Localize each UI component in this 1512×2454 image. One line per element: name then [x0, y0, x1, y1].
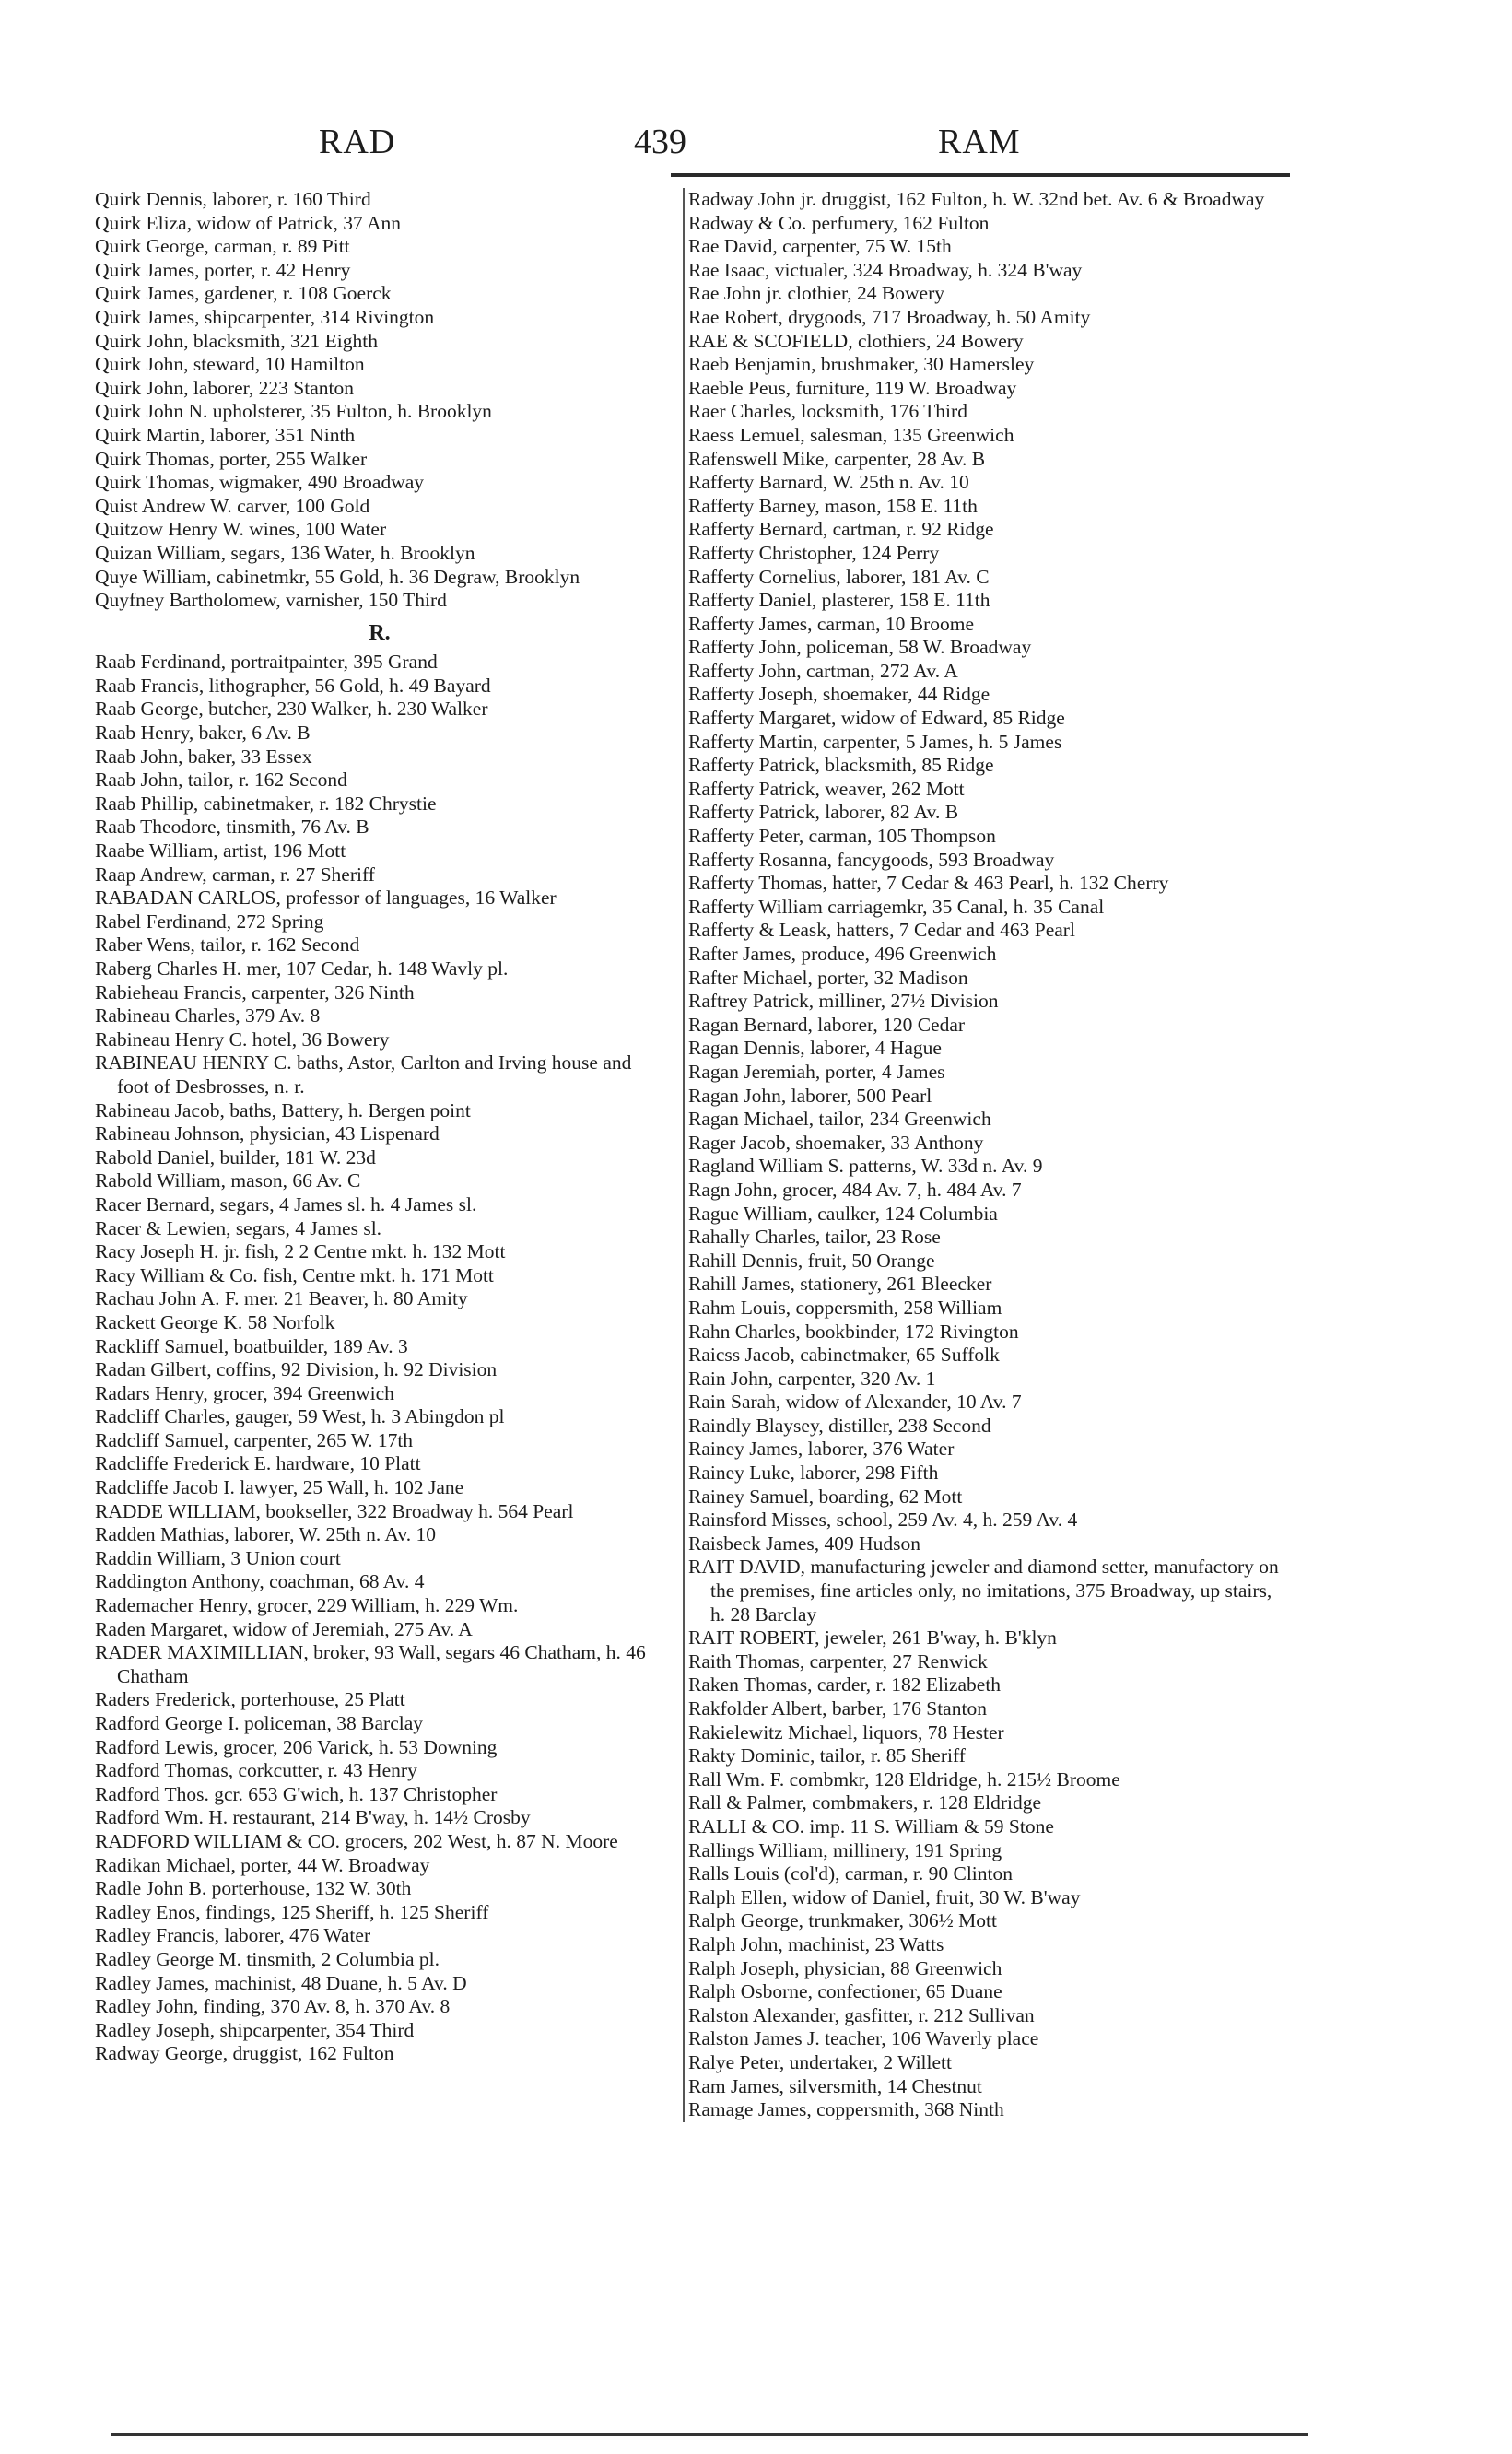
directory-entry: Rahn Charles, bookbinder, 172 Rivington [688, 1320, 1019, 1343]
directory-entry: Rackliff Samuel, boatbuilder, 189 Av. 3 [95, 1334, 408, 1357]
directory-entry: Ralph Osborne, confectioner, 65 Duane [688, 1980, 1002, 2003]
directory-entry: Quirk James, shipcarpenter, 314 Rivington [95, 305, 435, 328]
directory-entry: Quirk John, laborer, 223 Stanton [95, 376, 354, 399]
directory-entry: Radcliffe Frederick E. hardware, 10 Platt [95, 1452, 421, 1475]
directory-entry: RADER MAXIMILLIAN, broker, 93 Wall, segars 46 Chatham, h. 46 Chatham [95, 1641, 646, 1687]
directory-entry: Ram James, silversmith, 14 Chestnut [688, 2074, 982, 2097]
right-column [683, 188, 1285, 2122]
directory-entry: Rafenswell Mike, carpenter, 28 Av. B [688, 447, 986, 470]
directory-entry: Raab George, butcher, 230 Walker, h. 230 Walker [95, 698, 488, 721]
directory-entry: Rafferty John, cartman, 272 Av. A [688, 659, 958, 682]
directory-entry: Quirk George, carman, r. 89 Pitt [95, 235, 350, 258]
right-guide-word: RAM [938, 123, 1021, 161]
directory-entry: Rademacher Henry, grocer, 229 William, h. 229 Wm. [95, 1594, 519, 1617]
directory-entry: Radford Thos. gcr. 653 G'wich, h. 137 Christopher [95, 1782, 498, 1805]
directory-entry: Rabineau Henry C. hotel, 36 Bowery [95, 1027, 390, 1051]
directory-entry: Ragland William S. patterns, W. 33d n. Av. 9 [688, 1155, 1043, 1178]
directory-entry: Raken Thomas, carder, r. 182 Elizabeth [688, 1673, 1002, 1697]
directory-entry: Raindly Blaysey, distiller, 238 Second [688, 1414, 991, 1437]
directory-entry: Rafferty Patrick, laborer, 82 Av. B [688, 801, 959, 824]
directory-entry: Radway & Co. perfumery, 162 Fulton [688, 211, 990, 234]
directory-entry: Raab Francis, lithographer, 56 Gold, h. 49 Bayard [95, 674, 491, 697]
directory-entry: Radley Francis, laborer, 476 Water [95, 1924, 371, 1947]
directory-entry: Radford Wm. H. restaurant, 214 B'way, h. 14½ Crosby [95, 1806, 531, 1829]
page-number: 439 [634, 123, 686, 161]
directory-entry: Quitzow Henry W. wines, 100 Water [95, 518, 387, 541]
directory-entry: Rabineau Jacob, baths, Battery, h. Bergen point [95, 1098, 471, 1121]
directory-entry: Raftrey Patrick, milliner, 27½ Division [688, 990, 999, 1013]
directory-entry: Rall & Palmer, combmakers, r. 128 Eldridge [688, 1791, 1042, 1814]
directory-entry: Quirk John N. upholsterer, 35 Fulton, h. Brooklyn [95, 400, 492, 423]
directory-entry: Quyfney Bartholomew, varnisher, 150 Third [95, 589, 447, 612]
directory-entry: Quirk Martin, laborer, 351 Ninth [95, 423, 356, 446]
directory-entry: Raess Lemuel, salesman, 135 Greenwich [688, 423, 1014, 446]
directory-entry: Radley James, machinist, 48 Duane, h. 5 Av. D [95, 1971, 467, 1994]
directory-entry: Radford Lewis, grocer, 206 Varick, h. 53 Downing [95, 1735, 498, 1758]
directory-entry: RAIT DAVID, manufacturing jeweler and diamond setter, manufactory on the premises, fine articles only, no imitations, 375 Broadway, up stairs, h. 28 Barclay [688, 1556, 1279, 1626]
directory-entry: Quirk Dennis, laborer, r. 160 Third [95, 188, 371, 210]
directory-entry: Racer Bernard, segars, 4 James sl. h. 4 James sl. [95, 1192, 477, 1215]
directory-entry: Rafter James, produce, 496 Greenwich [688, 943, 997, 965]
directory-entry: Rafferty John, policeman, 58 W. Broadway [688, 636, 1032, 659]
directory-entry: Racy Joseph H. jr. fish, 2 2 Centre mkt. h. 132 Mott [95, 1240, 506, 1263]
directory-entry: Rafferty Barnard, W. 25th n. Av. 10 [688, 471, 969, 494]
directory-entry: Raddin William, 3 Union court [95, 1546, 341, 1569]
directory-entry: Quizan William, segars, 136 Water, h. Brooklyn [95, 541, 475, 564]
directory-entry: Radars Henry, grocer, 394 Greenwich [95, 1381, 394, 1404]
left-guide-word: RAD [319, 123, 396, 161]
directory-entry: Radle John B. porterhouse, 132 W. 30th [95, 1877, 412, 1900]
directory-entry: Radcliffe Jacob I. lawyer, 25 Wall, h. 102 Jane [95, 1476, 464, 1499]
directory-entry: Rabold Daniel, builder, 181 W. 23d [95, 1145, 376, 1168]
directory-entry: Rae David, carpenter, 75 W. 15th [688, 235, 952, 258]
directory-entry: Quirk Eliza, widow of Patrick, 37 Ann [95, 211, 402, 234]
directory-entry: Radley Enos, findings, 125 Sheriff, h. 125 Sheriff [95, 1900, 489, 1923]
directory-entry: Ragan Michael, tailor, 234 Greenwich [688, 1108, 991, 1131]
directory-entry: Raders Frederick, porterhouse, 25 Platt [95, 1688, 405, 1711]
directory-entry: Rafferty Peter, carman, 105 Thompson [688, 825, 996, 848]
directory-entry: Rafferty Barney, mason, 158 E. 11th [688, 494, 978, 517]
directory-entry: Radway George, druggist, 162 Fulton [95, 2042, 394, 2065]
directory-entry: Ramage James, coppersmith, 368 Ninth [688, 2098, 1004, 2121]
directory-entry: Rahill James, stationery, 261 Bleecker [688, 1273, 992, 1296]
directory-entry: Ragan Jeremiah, porter, 4 James [688, 1060, 945, 1083]
directory-entry: Radikan Michael, porter, 44 W. Broadway [95, 1853, 430, 1876]
directory-entry: RABADAN CARLOS, professor of languages, 16 Walker [95, 886, 557, 910]
directory-entry: Rafferty Patrick, blacksmith, 85 Ridge [688, 754, 994, 777]
directory-entry: Rabineau Johnson, physician, 43 Lispenard [95, 1122, 440, 1145]
directory-entry: Radcliff Samuel, carpenter, 265 W. 17th [95, 1428, 414, 1451]
directory-entry: Rabineau Charles, 379 Av. 8 [95, 1004, 321, 1027]
directory-entry: Rae John jr. clothier, 24 Bowery [688, 282, 944, 305]
directory-entry: Rainey James, laborer, 376 Water [688, 1438, 955, 1461]
directory-entry: Rager Jacob, shoemaker, 33 Anthony [688, 1131, 984, 1154]
directory-entry: RABINEAU HENRY C. baths, Astor, Carlton and Irving house and foot of Desbrosses, n. r. [95, 1051, 632, 1098]
directory-entry: Raisbeck James, 409 Hudson [688, 1532, 920, 1555]
directory-entry: Ralph George, trunkmaker, 306½ Mott [688, 1909, 997, 1932]
directory-entry: Radford Thomas, corkcutter, r. 43 Henry [95, 1759, 417, 1782]
directory-entry: Radford George I. policeman, 38 Barclay [95, 1712, 424, 1734]
directory-entry: Rakty Dominic, tailor, r. 85 Sheriff [688, 1744, 966, 1767]
directory-entry: Raab John, baker, 33 Essex [95, 745, 312, 768]
directory-entry: Raer Charles, locksmith, 176 Third [688, 400, 967, 423]
directory-entry: Rainsford Misses, school, 259 Av. 4, h. 259 Av. 4 [688, 1509, 1078, 1532]
directory-entry: Radley Joseph, shipcarpenter, 354 Third [95, 2018, 415, 2041]
directory-entry: Rakielewitz Michael, liquors, 78 Hester [688, 1720, 1004, 1744]
section-heading: R. [369, 620, 391, 645]
directory-entry: Rafferty Joseph, shoemaker, 44 Ridge [688, 683, 990, 706]
directory-entry: Rafferty Patrick, weaver, 262 Mott [688, 777, 965, 800]
directory-entry: Ralston James J. teacher, 106 Waverly place [688, 2027, 1039, 2050]
directory-entry: RADDE WILLIAM, bookseller, 322 Broadway h. 564 Pearl [95, 1499, 574, 1522]
directory-entry: Ragan Dennis, laborer, 4 Hague [688, 1037, 942, 1060]
directory-entry: Rahm Louis, coppersmith, 258 William [688, 1296, 1002, 1319]
directory-entry: Rafferty & Leask, hatters, 7 Cedar and 463 Pearl [688, 919, 1075, 942]
directory-entry: Radden Mathias, laborer, W. 25th n. Av. 10 [95, 1523, 436, 1546]
directory-entry: Rain Sarah, widow of Alexander, 10 Av. 7 [688, 1391, 1022, 1414]
directory-entry: Rafferty Bernard, cartman, r. 92 Ridge [688, 518, 994, 541]
directory-entry: Rachau John A. F. mer. 21 Beaver, h. 80 Amity [95, 1287, 468, 1310]
directory-entry: Rafferty Christopher, 124 Perry [688, 541, 940, 564]
directory-entry: Rainey Samuel, boarding, 62 Mott [688, 1485, 963, 1508]
directory-entry: Quirk Thomas, wigmaker, 490 Broadway [95, 471, 425, 494]
directory-entry: Raeb Benjamin, brushmaker, 30 Hamersley [688, 353, 1035, 376]
directory-entry: Rain John, carpenter, 320 Av. 1 [688, 1367, 936, 1390]
directory-entry: Radan Gilbert, coffins, 92 Division, h. 92 Division [95, 1358, 498, 1381]
directory-entry: RALLI & CO. imp. 11 S. William & 59 Stone [688, 1814, 1054, 1838]
directory-entry: Rafferty James, carman, 10 Broome [688, 612, 975, 635]
directory-entry: Raabe William, artist, 196 Mott [95, 840, 346, 863]
directory-entry: Rakfolder Albert, barber, 176 Stanton [688, 1697, 987, 1720]
directory-entry: Rague William, caulker, 124 Columbia [688, 1202, 998, 1225]
directory-entry: Rafferty Daniel, plasterer, 158 E. 11th [688, 589, 990, 612]
directory-entry: Rafferty Rosanna, fancygoods, 593 Broadway [688, 848, 1055, 871]
directory-entry: Radley George M. tinsmith, 2 Columbia pl. [95, 1947, 440, 1970]
directory-entry: Rafferty Cornelius, laborer, 181 Av. C [688, 565, 990, 588]
directory-entry: Rahally Charles, tailor, 23 Rose [688, 1226, 941, 1249]
directory-entry: Rallings William, millinery, 191 Spring [688, 1838, 1002, 1861]
directory-entry: Ralls Louis (col'd), carman, r. 90 Clinton [688, 1862, 1013, 1885]
directory-entry: RAIT ROBERT, jeweler, 261 B'way, h. B'klyn [688, 1626, 1057, 1650]
directory-entry: Raap Andrew, carman, r. 27 Sheriff [95, 863, 375, 886]
directory-entry: Raberg Charles H. mer, 107 Cedar, h. 148 Wavly pl. [95, 957, 509, 980]
directory-entry: Radway John jr. druggist, 162 Fulton, h. W. 32nd bet. Av. 6 & Broadway [688, 188, 1265, 210]
directory-entry: Racer & Lewien, segars, 4 James sl. [95, 1216, 382, 1239]
directory-entry: Raab Henry, baker, 6 Av. B [95, 722, 311, 745]
directory-entry: Racy William & Co. fish, Centre mkt. h. 171 Mott [95, 1263, 494, 1286]
directory-entry: Rabel Ferdinand, 272 Spring [95, 910, 324, 933]
directory-entry: Ragan Bernard, laborer, 120 Cedar [688, 1013, 966, 1036]
directory-entry: Ragan John, laborer, 500 Pearl [688, 1084, 932, 1107]
directory-entry: RAE & SCOFIELD, clothiers, 24 Bowery [688, 329, 1024, 352]
directory-entry: Rafferty Margaret, widow of Edward, 85 Ridge [688, 707, 1065, 730]
directory-entry: Rafter Michael, porter, 32 Madison [688, 966, 968, 989]
directory-entry: Radcliff Charles, gauger, 59 West, h. 3 Abingdon pl [95, 1405, 505, 1428]
directory-entry: Raeble Peus, furniture, 119 W. Broadway [688, 376, 1017, 399]
directory-entry: Radley John, finding, 370 Av. 8, h. 370 Av. 8 [95, 1995, 451, 2018]
directory-entry: Rainey Luke, laborer, 298 Fifth [688, 1462, 939, 1485]
directory-entry: Quist Andrew W. carver, 100 Gold [95, 494, 370, 517]
directory-entry: Rall Wm. F. combmkr, 128 Eldridge, h. 215½ Broome [688, 1767, 1120, 1791]
directory-entry: Quye William, cabinetmkr, 55 Gold, h. 36 Degraw, Brooklyn [95, 565, 580, 588]
directory-entry: Raicss Jacob, cabinetmaker, 65 Suffolk [688, 1344, 1000, 1367]
directory-entry: Quirk John, steward, 10 Hamilton [95, 353, 365, 376]
directory-entry: Rahill Dennis, fruit, 50 Orange [688, 1249, 935, 1272]
directory-entry: Rafferty Martin, carpenter, 5 James, h. 5 James [688, 730, 1062, 753]
directory-entry: Raab Theodore, tinsmith, 76 Av. B [95, 816, 369, 839]
directory-entry: Quirk John, blacksmith, 321 Eighth [95, 329, 378, 352]
directory-entry: Rackett George K. 58 Norfolk [95, 1310, 335, 1333]
directory-entry: Rae Isaac, victualer, 324 Broadway, h. 324 B'way [688, 258, 1083, 281]
directory-entry: Ralph Joseph, physician, 88 Greenwich [688, 1956, 1002, 1979]
directory-entry: Rabieheau Francis, carpenter, 326 Ninth [95, 980, 415, 1004]
directory-entry: Rabold William, mason, 66 Av. C [95, 1169, 361, 1192]
directory-entry: Ralph John, machinist, 23 Watts [688, 1932, 944, 1955]
directory-entry: RADFORD WILLIAM & CO. grocers, 202 West, h. 87 N. Moore [95, 1829, 618, 1852]
directory-entry: Raab John, tailor, r. 162 Second [95, 769, 347, 792]
left-column [95, 188, 664, 2066]
directory-entry: Raab Ferdinand, portraitpainter, 395 Grand [95, 651, 438, 674]
directory-entry: Raddington Anthony, coachman, 68 Av. 4 [95, 1570, 425, 1593]
directory-entry: Rafferty William carriagemkr, 35 Canal, h. 35 Canal [688, 895, 1105, 918]
directory-entry: Quirk James, gardener, r. 108 Goerck [95, 282, 392, 305]
directory-entry: Quirk Thomas, porter, 255 Walker [95, 447, 368, 470]
directory-entry: Raab Phillip, cabinetmaker, r. 182 Chrystie [95, 792, 437, 815]
directory-entry: Rae Robert, drygoods, 717 Broadway, h. 50 Amity [688, 305, 1091, 328]
directory-entry: Ralston Alexander, gasfitter, r. 212 Sullivan [688, 2003, 1035, 2026]
directory-entry: Ralph Ellen, widow of Daniel, fruit, 30 W. B'way [688, 1885, 1081, 1908]
header-rule [671, 173, 1290, 177]
directory-entry: Raden Margaret, widow of Jeremiah, 275 Av. A [95, 1617, 473, 1640]
directory-entry: Rafferty Thomas, hatter, 7 Cedar & 463 Pearl, h. 132 Cherry [688, 872, 1169, 895]
directory-entry: Quirk James, porter, r. 42 Henry [95, 258, 351, 281]
directory-entry: Ragn John, grocer, 484 Av. 7, h. 484 Av. 7 [688, 1178, 1022, 1201]
bottom-rule [111, 2433, 1308, 2436]
directory-entry: Raith Thomas, carpenter, 27 Renwick [688, 1650, 988, 1673]
page-header [92, 122, 1272, 170]
directory-entry: Raber Wens, tailor, r. 162 Second [95, 933, 360, 957]
directory-entry: Ralye Peter, undertaker, 2 Willett [688, 2050, 952, 2073]
